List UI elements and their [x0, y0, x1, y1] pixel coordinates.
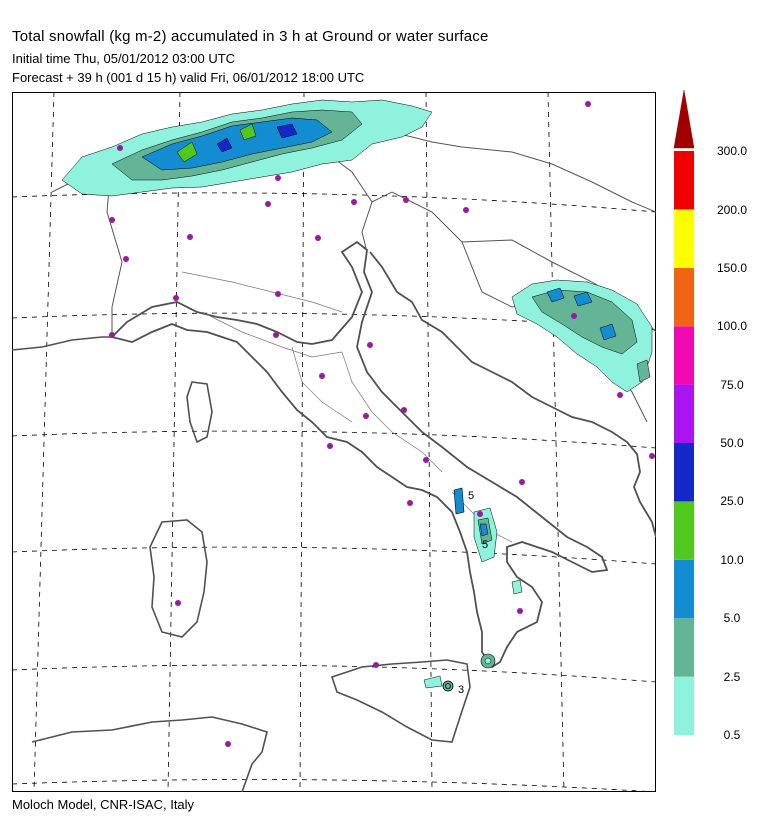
- contour-label: 5: [468, 490, 475, 502]
- map-title: Total snowfall (kg m-2) accumulated in 3 h at Ground or water surface: [12, 28, 489, 45]
- colorbar-box: [674, 618, 694, 676]
- colorbar-box: [674, 443, 694, 501]
- colorbar-box: [674, 326, 694, 384]
- colorbar-label: 0.5: [723, 728, 741, 742]
- colorbar-box: [674, 385, 694, 443]
- colorbar-labels: [717, 144, 747, 742]
- contour-label: 5: [482, 539, 489, 551]
- colorbar-label: 150.0: [716, 261, 748, 275]
- forecast-valid-time: Forecast + 39 h (001 d 15 h) valid Fri, 06/01/2012 18:00 UTC: [12, 70, 365, 85]
- colorbar-label: 100.0: [716, 319, 748, 333]
- colorbar-box: [674, 151, 694, 209]
- initial-time: Initial time Thu, 05/01/2012 03:00 UTC: [12, 51, 236, 66]
- map-frame: [13, 93, 656, 792]
- colorbar-label: 200.0: [716, 203, 748, 217]
- snowfall-map: [12, 92, 656, 792]
- colorbar-label: 2.5: [723, 670, 741, 684]
- colorbar-boxes: [674, 151, 694, 735]
- colorbar-box: [674, 209, 694, 267]
- colorbar-legend: [660, 85, 760, 745]
- colorbar-box: [674, 560, 694, 618]
- colorbar-arrow: [674, 90, 694, 148]
- colorbar-label: 300.0: [716, 144, 748, 158]
- colorbar-label: 25.0: [720, 494, 744, 508]
- colorbar-label: 10.0: [720, 553, 744, 567]
- colorbar-box: [674, 677, 694, 735]
- contour-label: 3: [458, 684, 465, 696]
- colorbar-label: 5.0: [723, 611, 741, 625]
- colorbar-label: 75.0: [720, 378, 744, 392]
- colorbar-box: [674, 501, 694, 559]
- colorbar-box: [674, 268, 694, 326]
- colorbar-label: 50.0: [720, 436, 744, 450]
- model-credit: Moloch Model, CNR-ISAC, Italy: [12, 797, 195, 812]
